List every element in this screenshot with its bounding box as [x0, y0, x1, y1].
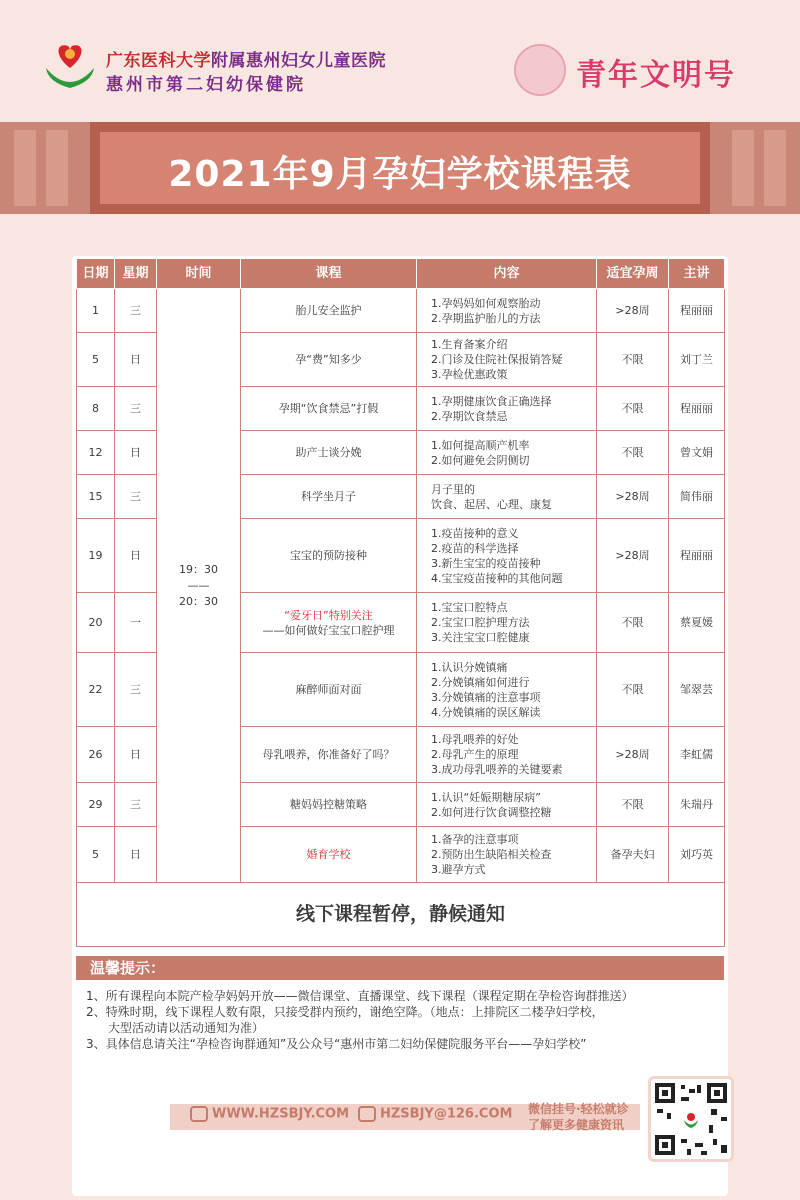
- cell-content: [417, 653, 597, 727]
- content-line: 1.认识“妊娠期糖尿病”: [431, 790, 541, 804]
- cell-weeks: >28周: [597, 475, 669, 519]
- cell-weeks: 不限: [597, 431, 669, 475]
- cell-course: 科学坐月子: [241, 475, 417, 519]
- cell-course: 助产士谈分娩: [241, 431, 417, 475]
- content-line: 2.母乳产生的原理: [431, 748, 519, 761]
- content-line: 4.分娩镇痛的误区解读: [431, 705, 541, 719]
- content-line: 2.门诊及住院社保报销答疑: [431, 353, 563, 366]
- content-line: 2.分娩镇痛如何进行: [431, 675, 530, 689]
- website-link[interactable]: [190, 1106, 349, 1122]
- cell-content: [417, 519, 597, 593]
- header-lecturer: 主讲: [669, 259, 725, 289]
- tip-item: 2、特殊时期，线下课程人数有限，只接受群内预约，谢绝空降。（地点：上排院区二楼孕妇学校，: [86, 1005, 604, 1019]
- content-line: 4.宝宝疫苗接种的其他问题: [431, 571, 563, 585]
- table-row: [77, 289, 725, 333]
- header-course: 课程: [241, 259, 417, 289]
- header-content: 内容: [417, 259, 597, 289]
- youth-civilization-badge-icon: [514, 44, 566, 96]
- cell-content: [417, 289, 597, 333]
- cell-weekday: 日: [115, 519, 157, 593]
- content-line: 3.分娩镇痛的注意事项: [431, 690, 541, 704]
- slogan-line1: 微信挂号·轻松就诊: [528, 1102, 629, 1116]
- cell-course: 孕“费”知多少: [241, 333, 417, 387]
- cell-content: [417, 783, 597, 827]
- qr-code-graphic: [651, 1079, 731, 1159]
- content-line: 3.孕检优惠政策: [431, 368, 508, 381]
- content-line: 3.成功母乳喂养的关键要素: [431, 763, 563, 776]
- cell-date: 26: [77, 727, 115, 783]
- cell-time: [157, 289, 241, 883]
- qr-code-icon: [648, 1076, 734, 1162]
- cell-course: 糖妈妈控糖策略: [241, 783, 417, 827]
- cell-weeks: 备孕夫妇: [597, 827, 669, 883]
- mail-icon: [358, 1106, 376, 1122]
- content-line: 1.母乳喂养的好处: [431, 733, 519, 746]
- globe-icon: [190, 1106, 208, 1122]
- cell-weeks: 不限: [597, 333, 669, 387]
- email-link[interactable]: [358, 1106, 512, 1122]
- content-line: 2.孕期监护胎儿的方法: [431, 311, 541, 325]
- content-line: 3.新生宝宝的疫苗接种: [431, 556, 541, 570]
- slogan-line2: 了解更多健康资讯: [528, 1118, 625, 1132]
- cell-weeks: >28周: [597, 519, 669, 593]
- header-time: 时间: [157, 259, 241, 289]
- cell-course: [241, 593, 417, 653]
- cell-weeks: >28周: [597, 727, 669, 783]
- time-dash: ——: [187, 578, 210, 592]
- cell-lecturer: 李虹儒: [669, 727, 725, 783]
- cell-weekday: 日: [115, 333, 157, 387]
- cell-course: 母乳喂养，你准备好了吗？: [241, 727, 417, 783]
- cell-weekday: 三: [115, 475, 157, 519]
- content-line: 1.疫苗接种的意义: [431, 526, 519, 540]
- cell-date: 5: [77, 333, 115, 387]
- header-weeks: 适宜孕周: [597, 259, 669, 289]
- content-line: 2.如何避免会阴侧切: [431, 453, 530, 467]
- course-schedule-table: [76, 258, 725, 947]
- tip-item-continued: 大型活动请以活动通知为准）: [108, 1021, 265, 1035]
- cell-date: 1: [77, 289, 115, 333]
- poster-footer: [0, 1070, 800, 1200]
- content-line: 2.疫苗的科学选择: [431, 541, 519, 555]
- content-line: 1.认识分娩镇痛: [431, 660, 508, 674]
- cell-date: 20: [77, 593, 115, 653]
- cell-content: [417, 333, 597, 387]
- cell-course: 婚育学校: [241, 827, 417, 883]
- content-line: 1.生育备案介绍: [431, 338, 508, 351]
- page-title: 2021年9月孕妇学校课程表: [168, 154, 632, 195]
- cell-content: [417, 387, 597, 431]
- cell-lecturer: 程丽丽: [669, 519, 725, 593]
- cell-weeks: 不限: [597, 653, 669, 727]
- cell-lecturer: 程丽丽: [669, 387, 725, 431]
- cell-weeks: >28周: [597, 289, 669, 333]
- email-text: HZSBJY@126.COM: [380, 1106, 513, 1122]
- cell-date: 5: [77, 827, 115, 883]
- cell-date: 8: [77, 387, 115, 431]
- cell-course: 麻醉师面对面: [241, 653, 417, 727]
- website-text: WWW.HZSBJY.COM: [212, 1106, 350, 1122]
- cell-date: 29: [77, 783, 115, 827]
- header-date: 日期: [77, 259, 115, 289]
- cell-lecturer: 刘丁兰: [669, 333, 725, 387]
- poster-header: [0, 0, 800, 120]
- cell-weeks: 不限: [597, 783, 669, 827]
- cell-date: 12: [77, 431, 115, 475]
- cell-content: [417, 593, 597, 653]
- cell-date: 15: [77, 475, 115, 519]
- title-banner: [0, 122, 800, 214]
- notice-row: [77, 883, 725, 947]
- cell-lecturer: 刘巧英: [669, 827, 725, 883]
- cell-lecturer: 蔡夏媛: [669, 593, 725, 653]
- content-line: 1.孕妈妈如何观察胎动: [431, 296, 541, 310]
- course-subtitle: ——如何做好宝宝口腔护理: [262, 623, 395, 637]
- cell-date: 22: [77, 653, 115, 727]
- content-line: 1.如何提高顺产机率: [431, 438, 530, 452]
- cell-course: 孕期“饮食禁忌”打假: [241, 387, 417, 431]
- content-line: 月子里的: [431, 482, 475, 496]
- table-header-row: [77, 259, 725, 289]
- content-line: 2.预防出生缺陷相关检查: [431, 848, 552, 861]
- tips-title: 温馨提示：: [76, 956, 724, 980]
- content-line: 2.孕期饮食禁忌: [431, 409, 508, 423]
- cell-content: [417, 431, 597, 475]
- content-line: 3.关注宝宝口腔健康: [431, 631, 530, 644]
- cell-weekday: 日: [115, 827, 157, 883]
- tip-item: 3、具体信息请关注“孕检咨询群通知”及公众号“惠州市第二妇幼保健院服务平台——孕妇学校”: [86, 1037, 587, 1051]
- cell-lecturer: 简伟丽: [669, 475, 725, 519]
- hospital-name-line2: 惠州市第二妇幼保健院: [106, 75, 306, 95]
- cell-weekday: 三: [115, 387, 157, 431]
- cell-weeks: 不限: [597, 387, 669, 431]
- hospital-name-line1: 广东医科大学附属惠州妇女儿童医院: [106, 51, 386, 71]
- hospital-logo-icon: [40, 38, 100, 90]
- cell-lecturer: 邹翠芸: [669, 653, 725, 727]
- cell-weekday: 三: [115, 653, 157, 727]
- cell-content: [417, 727, 597, 783]
- content-line: 1.孕期健康饮食正确选择: [431, 394, 552, 408]
- header-weekday: 星期: [115, 259, 157, 289]
- cell-weeks: 不限: [597, 593, 669, 653]
- cell-course: 宝宝的预防接种: [241, 519, 417, 593]
- cell-weekday: 三: [115, 783, 157, 827]
- cell-weekday: 一: [115, 593, 157, 653]
- cell-course: 胎儿安全监护: [241, 289, 417, 333]
- content-line: 3.避孕方式: [431, 863, 486, 876]
- notice-text: 线下课程暂停，静候通知: [77, 883, 725, 947]
- cell-lecturer: 曾文娟: [669, 431, 725, 475]
- cell-lecturer: 朱瑞丹: [669, 783, 725, 827]
- time-start: 19：30: [179, 562, 218, 576]
- cell-content: [417, 475, 597, 519]
- cell-weekday: 日: [115, 431, 157, 475]
- cell-weekday: 三: [115, 289, 157, 333]
- content-line: 2.如何进行饮食调整控糖: [431, 805, 552, 819]
- cell-weekday: 日: [115, 727, 157, 783]
- course-highlight: “爱牙日”特别关注: [284, 608, 373, 622]
- time-end: 20：30: [179, 594, 218, 608]
- content-line: 饮食、起居、心理、康复: [431, 497, 552, 511]
- tips-list: [86, 988, 716, 1052]
- youth-civilization-title: 青年文明号: [576, 58, 736, 93]
- content-line: 1.宝宝口腔特点: [431, 601, 508, 614]
- content-line: 2.宝宝口腔护理方法: [431, 616, 530, 629]
- tip-item: 1、所有课程向本院产检孕妈妈开放——微信课堂、直播课堂、线下课程（课程定期在孕检咨询群推送）: [86, 989, 634, 1003]
- content-line: 1.备孕的注意事项: [431, 833, 519, 846]
- cell-lecturer: 程丽丽: [669, 289, 725, 333]
- cell-content: [417, 827, 597, 883]
- cell-date: 19: [77, 519, 115, 593]
